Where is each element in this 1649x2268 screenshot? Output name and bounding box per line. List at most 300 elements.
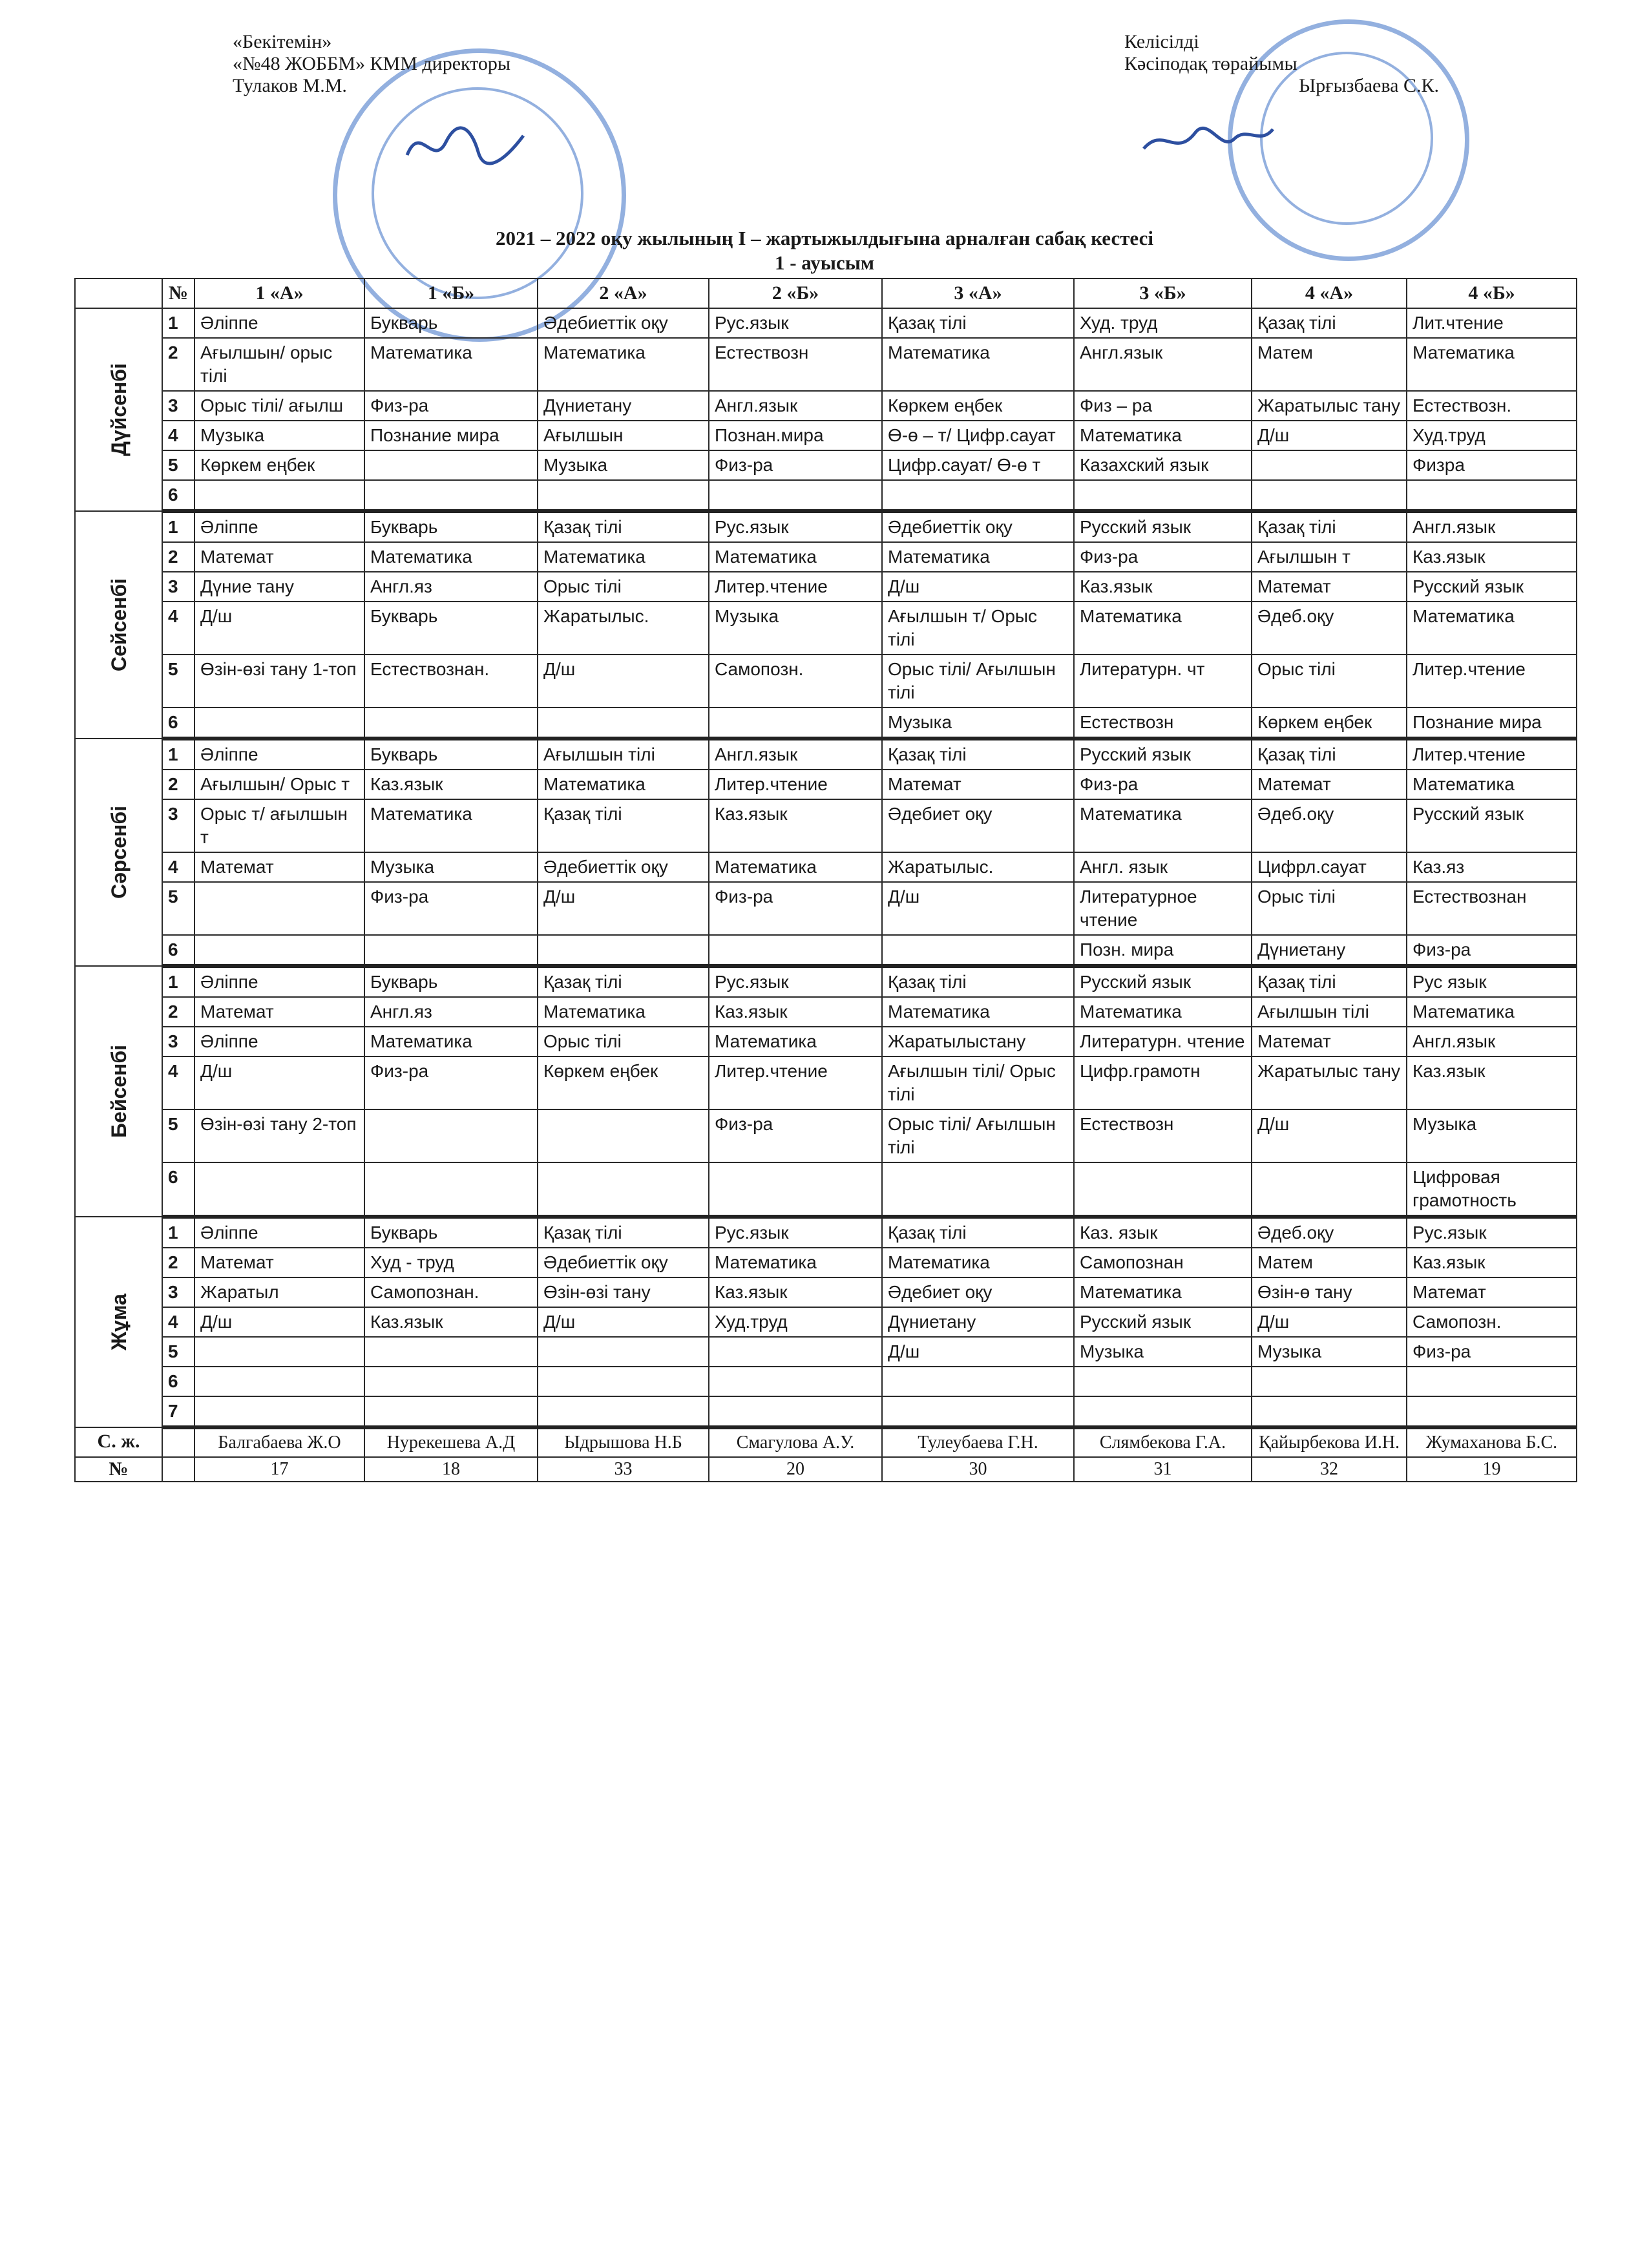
lesson-cell: Рус.язык xyxy=(709,511,882,542)
column-header: 1 «Б» xyxy=(364,278,538,308)
lesson-cell: Математ xyxy=(882,770,1074,799)
lesson-cell: Цифр.сауат/ Ө-ө т xyxy=(882,450,1074,480)
lesson-cell: Д/ш xyxy=(538,655,709,708)
lesson-cell: Математика xyxy=(882,1248,1074,1277)
lesson-cell xyxy=(538,935,709,966)
lesson-cell: Русский язык xyxy=(1074,966,1252,997)
lesson-cell: Русский язык xyxy=(1407,799,1577,852)
lesson-cell: Қазақ тілі xyxy=(1252,308,1407,338)
lesson-cell: Математика xyxy=(1074,799,1252,852)
lesson-cell: Әліппе xyxy=(194,308,364,338)
lesson-number: 6 xyxy=(162,1367,194,1396)
lesson-cell: Математ xyxy=(194,997,364,1027)
column-header: 3 «Б» xyxy=(1074,278,1252,308)
lesson-cell: Каз.язык xyxy=(709,1277,882,1307)
room-number: 18 xyxy=(364,1457,538,1482)
lesson-cell xyxy=(1074,1396,1252,1427)
lesson-cell: Цифр.грамотн xyxy=(1074,1056,1252,1109)
lesson-number: 5 xyxy=(162,655,194,708)
lesson-number: 5 xyxy=(162,450,194,480)
lesson-cell xyxy=(538,480,709,511)
lesson-cell xyxy=(882,1162,1074,1217)
lesson-cell xyxy=(882,935,1074,966)
lesson-cell: Қазақ тілі xyxy=(538,966,709,997)
lesson-row xyxy=(75,338,1577,391)
lesson-cell: Өзін-ө тану xyxy=(1252,1277,1407,1307)
lesson-cell xyxy=(538,1367,709,1396)
lesson-number: 6 xyxy=(162,1162,194,1217)
lesson-cell: Математ xyxy=(1252,1027,1407,1056)
lesson-cell: Д/ш xyxy=(538,882,709,935)
lesson-cell xyxy=(364,708,538,739)
lesson-cell: Д/ш xyxy=(1252,1109,1407,1162)
lesson-cell: Познание мира xyxy=(1407,708,1577,739)
shift-subtitle: 1 - ауысым xyxy=(774,251,875,274)
lesson-cell: Математика xyxy=(882,542,1074,572)
lesson-cell: Ағылшын/ Орыс т xyxy=(194,770,364,799)
lesson-row xyxy=(75,882,1577,935)
lesson-cell: Әліппе xyxy=(194,1217,364,1248)
lesson-cell xyxy=(538,708,709,739)
lesson-cell xyxy=(538,1162,709,1217)
lesson-row xyxy=(75,1162,1577,1217)
lesson-cell: Естествозн xyxy=(709,338,882,391)
lesson-cell: Орыс т/ ағылшын т xyxy=(194,799,364,852)
lesson-cell xyxy=(1407,480,1577,511)
lesson-cell: Жаратылыс тану xyxy=(1252,1056,1407,1109)
lesson-cell: Физ-ра xyxy=(1074,770,1252,799)
lesson-cell: Литер.чтение xyxy=(709,1056,882,1109)
lesson-cell: Математ xyxy=(1252,770,1407,799)
director-signature xyxy=(401,116,530,174)
lesson-cell: Познан.мира xyxy=(709,421,882,450)
teacher-name: Балгабаева Ж.О xyxy=(194,1427,364,1457)
lesson-cell: Каз.язык xyxy=(1407,1248,1577,1277)
lesson-row xyxy=(75,308,1577,338)
lesson-cell: Англ.язык xyxy=(1407,1027,1577,1056)
lesson-cell xyxy=(709,1396,882,1427)
lesson-cell xyxy=(194,1162,364,1217)
lesson-cell: Физ-ра xyxy=(1407,1337,1577,1367)
lesson-cell: Физ-ра xyxy=(364,1056,538,1109)
lesson-row xyxy=(75,1217,1577,1248)
lesson-row xyxy=(75,1307,1577,1337)
lesson-number: 7 xyxy=(162,1396,194,1427)
lesson-cell xyxy=(364,1162,538,1217)
lesson-cell: Позн. мира xyxy=(1074,935,1252,966)
lesson-cell xyxy=(1252,1396,1407,1427)
lesson-cell xyxy=(194,935,364,966)
lesson-cell: Русский язык xyxy=(1407,572,1577,602)
room-number: 31 xyxy=(1074,1457,1252,1482)
lesson-cell: Математика xyxy=(1407,997,1577,1027)
lesson-cell: Әліппе xyxy=(194,1027,364,1056)
lesson-cell: Букварь xyxy=(364,966,538,997)
lesson-cell: Әдебиеттік оқу xyxy=(882,511,1074,542)
lesson-number: 1 xyxy=(162,739,194,770)
lesson-row xyxy=(75,1337,1577,1367)
lesson-cell xyxy=(1252,1162,1407,1217)
lesson-cell: Цифрл.сауат xyxy=(1252,852,1407,882)
lesson-cell xyxy=(364,1396,538,1427)
lesson-cell: Математика xyxy=(882,338,1074,391)
lesson-row xyxy=(75,739,1577,770)
lesson-cell: Рус.язык xyxy=(709,1217,882,1248)
lesson-cell: Математика xyxy=(1407,338,1577,391)
lesson-cell: Естествозн. xyxy=(1407,391,1577,421)
room-number: 30 xyxy=(882,1457,1074,1482)
lesson-number: 5 xyxy=(162,1109,194,1162)
lesson-cell: Орыс тілі xyxy=(1252,882,1407,935)
lesson-row xyxy=(75,1396,1577,1427)
lesson-cell: Дүние тану xyxy=(194,572,364,602)
lesson-cell: Математика xyxy=(1407,770,1577,799)
lesson-cell: Рус.язык xyxy=(709,308,882,338)
rooms-label: № xyxy=(75,1457,162,1482)
lesson-cell: Математика xyxy=(538,338,709,391)
teacher-name: Нурекешева А.Д xyxy=(364,1427,538,1457)
day-label: Жұма xyxy=(107,1294,131,1350)
lesson-cell xyxy=(364,1109,538,1162)
lesson-cell: Лит.чтение xyxy=(1407,308,1577,338)
lesson-cell xyxy=(194,1337,364,1367)
lesson-cell xyxy=(194,1367,364,1396)
lesson-cell: Математика xyxy=(364,338,538,391)
day-cell xyxy=(75,1217,162,1427)
lesson-cell xyxy=(709,480,882,511)
lesson-row xyxy=(75,655,1577,708)
teachers-empty xyxy=(162,1427,194,1457)
lesson-cell: Ағылшын т xyxy=(1252,542,1407,572)
lesson-cell: Рус.язык xyxy=(709,966,882,997)
lesson-cell: Музыка xyxy=(882,708,1074,739)
day-label: Бейсенбі xyxy=(107,1044,131,1139)
lesson-cell: Қазақ тілі xyxy=(1252,511,1407,542)
lesson-cell: Д/ш xyxy=(882,572,1074,602)
lesson-number: 4 xyxy=(162,1307,194,1337)
lesson-number: 1 xyxy=(162,1217,194,1248)
lesson-cell xyxy=(194,708,364,739)
room-number: 19 xyxy=(1407,1457,1577,1482)
lesson-cell: Физ-ра xyxy=(709,1109,882,1162)
lesson-cell: Жаратылыс тану xyxy=(1252,391,1407,421)
room-number: 17 xyxy=(194,1457,364,1482)
day-label: Дүйсенбі xyxy=(107,363,131,456)
lesson-number: 3 xyxy=(162,799,194,852)
lesson-cell: Матем xyxy=(1252,1248,1407,1277)
lesson-cell: Математика xyxy=(364,1027,538,1056)
lesson-cell: Қазақ тілі xyxy=(882,308,1074,338)
lesson-cell: Казахский язык xyxy=(1074,450,1252,480)
lesson-cell: Әдебиет оқу xyxy=(882,799,1074,852)
lesson-cell: Өзін-өзі тану 1-топ xyxy=(194,655,364,708)
lesson-cell: Әдебиеттік оқу xyxy=(538,852,709,882)
teacher-name: Жумаханова Б.С. xyxy=(1407,1427,1577,1457)
lesson-cell xyxy=(1252,1367,1407,1396)
lesson-cell: Ағылшын тілі xyxy=(538,739,709,770)
agreement-line-2: Кәсіподақ төрайымы xyxy=(1124,53,1297,74)
lesson-cell: Әдебиет оқу xyxy=(882,1277,1074,1307)
lesson-number: 6 xyxy=(162,708,194,739)
column-header: 4 «А» xyxy=(1252,278,1407,308)
lesson-row xyxy=(75,1027,1577,1056)
lesson-number: 3 xyxy=(162,1277,194,1307)
lesson-cell xyxy=(1074,1367,1252,1396)
lesson-cell: Худ.труд xyxy=(709,1307,882,1337)
lesson-cell xyxy=(194,1396,364,1427)
lesson-number: 5 xyxy=(162,882,194,935)
lesson-cell: Русский язык xyxy=(1074,511,1252,542)
day-label: Сәрсенбі xyxy=(107,805,131,899)
lesson-cell: Худ.труд xyxy=(1407,421,1577,450)
lesson-cell: Математ xyxy=(194,542,364,572)
lesson-cell: Математика xyxy=(538,770,709,799)
day-cell xyxy=(75,966,162,1217)
teacher-name: Қайырбекова И.Н. xyxy=(1252,1427,1407,1457)
lesson-cell: Матем xyxy=(1252,338,1407,391)
lesson-cell xyxy=(1407,1367,1577,1396)
lesson-cell: Дүниетану xyxy=(882,1307,1074,1337)
lesson-cell: Каз.язык xyxy=(709,799,882,852)
lesson-cell: Дүниетану xyxy=(1252,935,1407,966)
lesson-cell: Көркем еңбек xyxy=(194,450,364,480)
lesson-number: 2 xyxy=(162,1248,194,1277)
lesson-cell: Математ xyxy=(1407,1277,1577,1307)
agreement-block xyxy=(1124,31,1439,97)
lesson-cell: Орыс тілі/ ағылш xyxy=(194,391,364,421)
approval-line-1: «Бекітемін» xyxy=(233,31,332,52)
lesson-number: 2 xyxy=(162,997,194,1027)
lesson-cell xyxy=(882,1367,1074,1396)
lesson-cell: Самопозн. xyxy=(709,655,882,708)
day-cell xyxy=(75,739,162,966)
lesson-cell: Орыс тілі/ Ағылшын тілі xyxy=(882,1109,1074,1162)
lesson-cell xyxy=(538,1337,709,1367)
lesson-cell: Русский язык xyxy=(1074,1307,1252,1337)
lesson-number: 1 xyxy=(162,308,194,338)
lesson-cell: Худ. труд xyxy=(1074,308,1252,338)
lesson-row xyxy=(75,852,1577,882)
lesson-cell: Ө-ө – т/ Цифр.сауат xyxy=(882,421,1074,450)
lesson-cell: Естествозн xyxy=(1074,1109,1252,1162)
lesson-cell: Естествознан xyxy=(1407,882,1577,935)
lesson-cell: Математика xyxy=(1074,421,1252,450)
column-header: 2 «А» xyxy=(538,278,709,308)
lesson-cell: Қазақ тілі xyxy=(882,739,1074,770)
lesson-cell: Математика xyxy=(709,1027,882,1056)
lesson-cell: Каз.язык xyxy=(364,770,538,799)
lesson-cell: Англ.язык xyxy=(1407,511,1577,542)
lesson-cell: Қазақ тілі xyxy=(882,1217,1074,1248)
lesson-cell: Англ.яз xyxy=(364,997,538,1027)
room-number: 33 xyxy=(538,1457,709,1482)
lesson-cell: Қазақ тілі xyxy=(538,1217,709,1248)
lesson-cell: Англ. язык xyxy=(1074,852,1252,882)
lesson-cell: Д/ш xyxy=(882,1337,1074,1367)
lesson-cell xyxy=(882,480,1074,511)
lesson-cell: Музыка xyxy=(364,852,538,882)
lesson-cell: Литер.чтение xyxy=(1407,739,1577,770)
lesson-cell: Самопозн. xyxy=(1407,1307,1577,1337)
column-header: 2 «Б» xyxy=(709,278,882,308)
lesson-cell: Жаратылыстану xyxy=(882,1027,1074,1056)
lesson-cell: Әдеб.оқу xyxy=(1252,602,1407,655)
lesson-cell: Д/ш xyxy=(1252,421,1407,450)
lesson-cell: Физ-ра xyxy=(709,450,882,480)
lesson-number: 3 xyxy=(162,391,194,421)
lesson-cell: Д/ш xyxy=(194,602,364,655)
lesson-cell xyxy=(364,450,538,480)
lesson-cell: Әліппе xyxy=(194,966,364,997)
day-cell xyxy=(75,511,162,739)
lesson-row xyxy=(75,966,1577,997)
lesson-cell: Худ - труд xyxy=(364,1248,538,1277)
lesson-cell: Музыка xyxy=(1407,1109,1577,1162)
lesson-cell xyxy=(1074,480,1252,511)
lesson-cell xyxy=(709,935,882,966)
lesson-cell: Музыка xyxy=(1252,1337,1407,1367)
lesson-cell: Естествознан. xyxy=(364,655,538,708)
approval-line-2: «№48 ЖОББМ» КММ директоры xyxy=(233,53,511,74)
lesson-cell: Орыс тілі xyxy=(538,572,709,602)
lesson-cell: Ағылшын/ орыс тілі xyxy=(194,338,364,391)
lesson-cell: Математика xyxy=(882,997,1074,1027)
lesson-number: 2 xyxy=(162,338,194,391)
lesson-cell: Букварь xyxy=(364,1217,538,1248)
lesson-cell: Көркем еңбек xyxy=(1252,708,1407,739)
lesson-cell: Физ – ра xyxy=(1074,391,1252,421)
lesson-row xyxy=(75,1277,1577,1307)
lesson-cell: Рус язык xyxy=(1407,966,1577,997)
lesson-row xyxy=(75,602,1577,655)
lesson-cell: Литер.чтение xyxy=(709,572,882,602)
lesson-cell: Математика xyxy=(364,542,538,572)
lesson-cell: Рус.язык xyxy=(1407,1217,1577,1248)
day-column-header xyxy=(75,278,162,308)
lesson-cell: Каз.язык xyxy=(1407,542,1577,572)
lesson-number: 3 xyxy=(162,572,194,602)
lesson-cell: Әдебиеттік оқу xyxy=(538,308,709,338)
lesson-cell: Каз.яз xyxy=(1407,852,1577,882)
lesson-number: 4 xyxy=(162,1056,194,1109)
lesson-number: 1 xyxy=(162,511,194,542)
agreement-line-1: Келісілді xyxy=(1124,31,1199,52)
lesson-cell: Математика xyxy=(364,799,538,852)
lesson-cell: Жаратылыс. xyxy=(538,602,709,655)
lesson-cell: Қазақ тілі xyxy=(1252,966,1407,997)
lesson-cell: Литер.чтение xyxy=(1407,655,1577,708)
lesson-cell: Литературн. чтение xyxy=(1074,1027,1252,1056)
lesson-cell: Д/ш xyxy=(538,1307,709,1337)
schedule-table xyxy=(74,278,1577,1482)
lesson-row xyxy=(75,450,1577,480)
teacher-name: Ыдрышова Н.Б xyxy=(538,1427,709,1457)
lesson-cell xyxy=(1252,480,1407,511)
lesson-cell: Физ-ра xyxy=(364,391,538,421)
lesson-cell: Самопознан xyxy=(1074,1248,1252,1277)
lesson-row xyxy=(75,1248,1577,1277)
lesson-row xyxy=(75,708,1577,739)
lesson-cell: Музыка xyxy=(194,421,364,450)
lesson-cell: Музыка xyxy=(538,450,709,480)
lesson-row xyxy=(75,770,1577,799)
lesson-cell: Каз.язык xyxy=(1407,1056,1577,1109)
lesson-cell: Математика xyxy=(709,1248,882,1277)
lesson-cell: Дүниетану xyxy=(538,391,709,421)
column-header: № xyxy=(162,278,194,308)
lesson-cell xyxy=(709,1367,882,1396)
lesson-cell: Өзін-өзі тану 2-топ xyxy=(194,1109,364,1162)
lesson-cell: Литер.чтение xyxy=(709,770,882,799)
lesson-cell xyxy=(364,480,538,511)
header-row xyxy=(75,278,1577,308)
teachers-row xyxy=(75,1427,1577,1457)
column-header: 4 «Б» xyxy=(1407,278,1577,308)
lesson-cell xyxy=(364,1337,538,1367)
lesson-cell: Физра xyxy=(1407,450,1577,480)
lesson-cell: Математика xyxy=(709,852,882,882)
lesson-cell: Математика xyxy=(538,542,709,572)
column-header: 3 «А» xyxy=(882,278,1074,308)
lesson-cell xyxy=(709,1162,882,1217)
lesson-cell: Англ.язык xyxy=(1074,338,1252,391)
lesson-cell: Англ.язык xyxy=(709,391,882,421)
lesson-cell xyxy=(194,480,364,511)
lesson-cell: Қазақ тілі xyxy=(1252,739,1407,770)
lesson-cell: Әліппе xyxy=(194,739,364,770)
day-cell xyxy=(75,308,162,511)
lesson-row xyxy=(75,799,1577,852)
agreement-line-3: Ырғызбаева С.К. xyxy=(1299,75,1439,96)
lesson-cell: Цифровая грамотность xyxy=(1407,1162,1577,1217)
day-label: Сейсенбі xyxy=(107,578,131,672)
lesson-cell: Физ-ра xyxy=(364,882,538,935)
teachers-label: С. ж. xyxy=(75,1427,162,1457)
schedule-body xyxy=(75,308,1577,1427)
lesson-row xyxy=(75,511,1577,542)
lesson-cell xyxy=(882,1396,1074,1427)
lesson-cell xyxy=(364,935,538,966)
lesson-cell: Самопознан. xyxy=(364,1277,538,1307)
lesson-cell: Әдеб.оқу xyxy=(1252,1217,1407,1248)
lesson-cell: Математика xyxy=(1074,997,1252,1027)
lesson-cell: Өзін-өзі тану xyxy=(538,1277,709,1307)
lesson-cell: Букварь xyxy=(364,739,538,770)
lesson-cell: Литературн. чт xyxy=(1074,655,1252,708)
lesson-cell: Математика xyxy=(1407,602,1577,655)
approval-block xyxy=(233,31,510,97)
lesson-row xyxy=(75,1109,1577,1162)
lesson-cell: Д/ш xyxy=(1252,1307,1407,1337)
lesson-cell: Ағылшын xyxy=(538,421,709,450)
lesson-cell xyxy=(709,1337,882,1367)
rooms-row xyxy=(75,1457,1577,1482)
lesson-cell: Әліппе xyxy=(194,511,364,542)
lesson-cell: Математика xyxy=(1074,1277,1252,1307)
lesson-cell: Познание мира xyxy=(364,421,538,450)
lesson-cell: Математ xyxy=(194,1248,364,1277)
lesson-cell: Көркем еңбек xyxy=(538,1056,709,1109)
lesson-cell: Д/ш xyxy=(194,1307,364,1337)
lesson-cell xyxy=(194,882,364,935)
lesson-row xyxy=(75,391,1577,421)
teacher-name: Слямбекова Г.А. xyxy=(1074,1427,1252,1457)
lesson-cell: Қазақ тілі xyxy=(882,966,1074,997)
room-number: 32 xyxy=(1252,1457,1407,1482)
lesson-cell: Математ xyxy=(194,852,364,882)
lesson-cell: Естествозн xyxy=(1074,708,1252,739)
lesson-cell: Ағылшын т/ Орыс тілі xyxy=(882,602,1074,655)
